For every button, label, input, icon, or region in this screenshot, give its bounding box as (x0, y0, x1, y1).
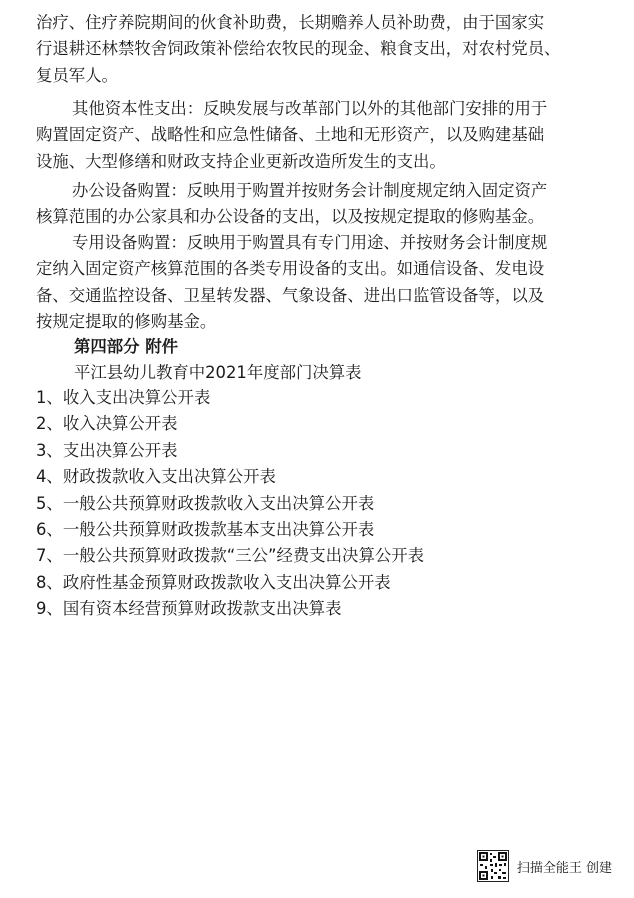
text-line: 设施、大型修缮和财政支持企业更新改造所发生的支出。 (36, 151, 446, 171)
scanner-watermark (477, 850, 612, 882)
text-line: 治疗、住疗养院期间的伙食补助费，长期赡养人员补助费，由于国家实 (36, 13, 545, 32)
attachment-item: 2、收入决算公开表 (36, 414, 178, 434)
text-line: 专用设备购置：反映用于购置具有专门用途、并按财务会计制度规 (72, 233, 548, 252)
attachment-item: 8、政府性基金预算财政拨款收入支出决算公开表 (36, 572, 391, 592)
paragraph-office-equipment (36, 178, 602, 231)
attachment-item: 3、支出决算公开表 (36, 440, 178, 460)
attachment-item: 6、一般公共预算财政拨款基本支出决算公开表 (36, 519, 375, 539)
text-line: 办公设备购置：反映用于购置并按财务会计制度规定纳入固定资产 (72, 181, 548, 200)
attachment-item: 4、财政拨款收入支出决算公开表 (36, 467, 276, 487)
attachment-item: 5、一般公共预算财政拨款收入支出决算公开表 (36, 493, 375, 513)
text-line: 按规定提取的修购基金。 (36, 312, 217, 332)
section-heading: 第四部分 附件 (74, 337, 179, 356)
paragraph-special-equipment (36, 230, 602, 336)
text-line: 备、交通监控设备、卫星转发器、气象设备、进出口监管设备等，以及 (36, 285, 545, 305)
text-line: 购置固定资产、战略性和应急性储备、土地和无形资产，以及购建基础 (36, 125, 545, 145)
text-line: 核算范围的办公家具和办公设备的支出，以及按规定提取的修购基金。 (36, 207, 545, 227)
qr-code-icon (477, 850, 509, 882)
text-line: 行退耕还林禁牧舍饲政策补偿给农牧民的现金、粮食支出，对农村党员、 (36, 39, 561, 59)
attachment-item: 9、国有资本经营预算财政拨款支出决算表 (36, 599, 342, 619)
paragraph-other-capital-expenditure (36, 96, 602, 175)
paragraph-subsidies (36, 10, 602, 89)
section-subtitle: 平江县幼儿教育中2021年度部门决算表 (74, 363, 362, 382)
text-line: 其他资本性支出：反映发展与改革部门以外的其他部门安排的用于 (72, 99, 548, 118)
attachment-item: 7、一般公共预算财政拨款“三公”经费支出决算公开表 (36, 546, 425, 566)
attachment-item: 1、收入支出决算公开表 (36, 388, 211, 407)
attachment-list (36, 385, 424, 623)
text-line: 定纳入固定资产核算范围的各类专用设备的支出。如通信设备、发电设 (36, 259, 545, 279)
scanner-credit-text: 扫描全能王 创建 (516, 860, 612, 876)
text-line: 复员军人。 (36, 65, 118, 85)
